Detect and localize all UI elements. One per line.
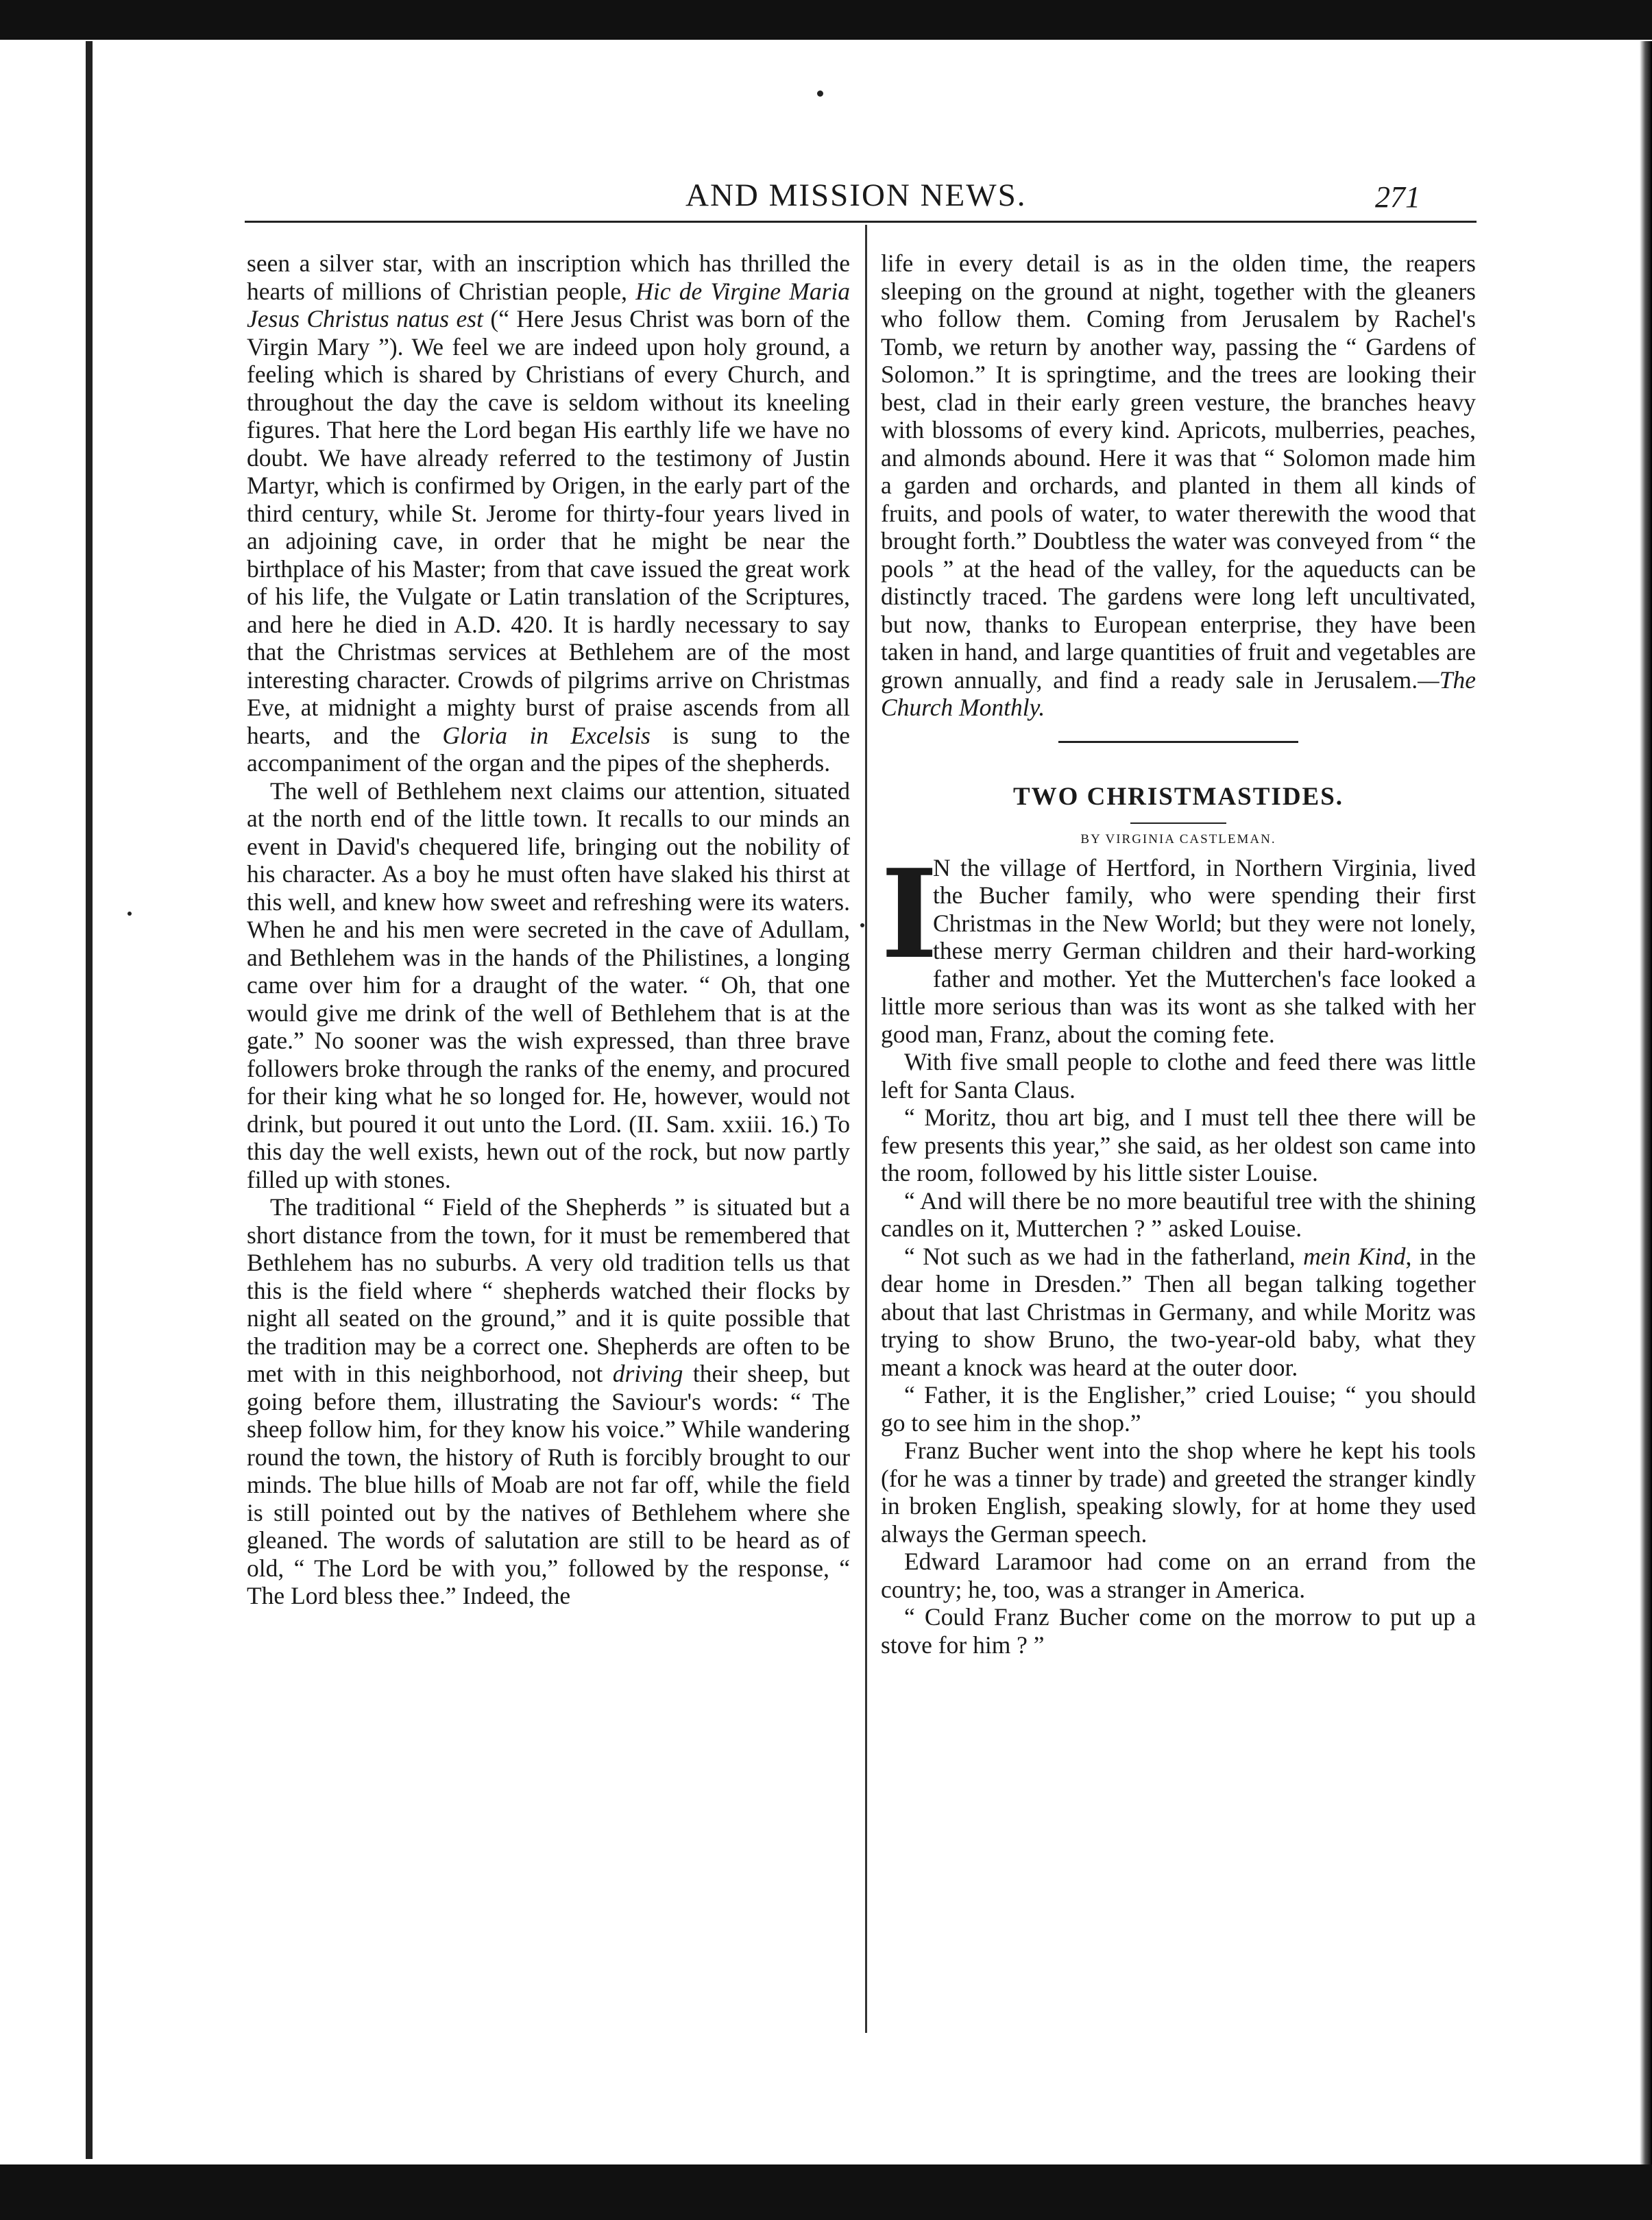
paragraph: “ Not such as we had in the fatherland, mein Kind, in the dear home in Dresden.” Then all began talking together about that last Christmas in Germany, and while Moritz was trying to show Bruno, the two-year-old baby, what they meant a knock was heard at the outer door. <box>881 1242 1476 1381</box>
page-title: AND MISSION NEWS. <box>685 178 1027 213</box>
paragraph: seen a silver star, with an inscription which has thrilled the hearts of millions of Christian people, Hic de Virgine Maria Jesus Christus natus est (“ Here Jesus Christ was born of the Virgin Mary ”). We feel we are indeed upon holy ground, a feeling which is shared by Christians of every Church, and throughout the day the cave is seldom without its kneeling figures. That here the Lord began His earthly life we have no doubt. We have already referred to the testimony of Justin Martyr, which is confirmed by Origen, in the early part of the third century, while St. Jerome for thirty-four years lived in an adjoining cave, in order that he might be near the birthplace of his Master; from that cave issued the great work of his life, the Vulgate or Latin translation of the Scriptures, and here he died in A.D. 420. It is hardly necessary to say that the Christmas services at Bethlehem are of the most interesting character. Crowds of pilgrims arrive on Christmas Eve, at midnight a mighty burst of praise ascends from all hearts, and the Gloria in Excelsis is sung to the accompaniment of the organ and the pipes of the shepherds. <box>247 249 851 777</box>
paragraph: N the village of Hertford, in Northern Virginia, lived the Bucher family, who were spending their first Christmas in the New World; but they were not lonely, these merry German children and their hard-working father and mother. Yet the Mutterchen's face looked a little more serious than was its wont as she talked with her good man, Franz, about the coming fete. <box>881 853 1476 1048</box>
latin-inscription: Hic de Virgine Maria Jesus Christus natus est <box>247 277 851 332</box>
byline: BY VIRGINIA CASTLEMAN. <box>1080 831 1276 846</box>
header-rule <box>245 221 1477 223</box>
speck <box>860 923 864 927</box>
paragraph: life in every detail is as in the olden time, the reapers sleeping on the ground at night, together with the gleaners who follow them. Coming from Jerusalem by Rachel's Tomb, we return by another way, passing the “ Gardens of Solomon.” It is springtime, and the trees are looking their best, clad in their early green vesture, the branches heavy with blossoms of every kind. Apricots, mulberries, peaches, and almonds abound. Here it was that “ Solomon made him a garden and orchards, and planted in them all kinds of fruits, and pools of water, to water therewith the wood that brought forth.” Doubtless the water was conveyed from “ the pools ” at the head of the valley, for the aqueducts can be distinctly traced. The gardens were long left uncultivated, but now, thanks to European enterprise, they have been taken in hand, and large quantities of fruit and vegetables are grown annually, and find a ready sale in Jerusalem.—The Church Monthly. <box>881 249 1476 721</box>
drop-cap: I <box>881 842 938 986</box>
page-number: 271 <box>1375 180 1420 214</box>
paragraph: The traditional “ Field of the Shepherds ” is situated but a short distance from the town, for it must be remembered that Bethlehem has no suburbs. A very old tradition tells us that this is the field where “ shepherds watched their flocks by night all seated on the ground,” and it is quite possible that the tradition may be a correct one. Shepherds are often to be met with in this neighborhood, not driving their sheep, but going before them, illustrating the Saviour's words: “ The sheep follow him, for they know his voice.” While wandering round the town, the history of Ruth is forcibly brought to our minds. The blue hills of Moab are not far off, while the field is still pointed out by the natives of Bethlehem where she gleaned. The words of salutation are still to be heard as of old, “ The Lord be with you,” followed by the response, “ The Lord bless thee.” Indeed, the <box>247 1193 850 1609</box>
paragraph: “ Could Franz Bucher come on the morrow to put up a stove for him ? ” <box>881 1603 1476 1659</box>
scan-border-top <box>0 0 1652 40</box>
story-title: TWO CHRISTMASTIDES. <box>1012 782 1344 811</box>
paragraph: Edward Laramoor had come on an errand from the country; he, too, was a stranger in America. <box>881 1548 1476 1603</box>
paragraph: With five small people to clothe and feed there was little left for Santa Claus. <box>881 1048 1476 1103</box>
story-opening <box>881 842 1476 1049</box>
speck <box>817 90 823 97</box>
scan-border-left <box>86 41 93 2159</box>
section-rule <box>1058 741 1298 743</box>
scan-border-bottom <box>0 2164 1652 2220</box>
source-citation: —The Church Monthly. <box>881 666 1476 721</box>
right-column <box>881 249 1476 1659</box>
running-head <box>243 177 1477 218</box>
scan-border-right <box>1640 41 1652 2164</box>
left-column <box>247 249 850 1610</box>
title-rule <box>1130 822 1226 824</box>
paragraph: “ Father, it is the Englisher,” cried Louise; “ you should go to see him in the shop.” <box>881 1381 1476 1437</box>
paragraph: Franz Bucher went into the shop where he kept his tools (for he was a tinner by trade) and greeted the stranger kindly in broken English, speaking slowly, for at home they used always the German speech. <box>881 1437 1476 1548</box>
paragraph: The well of Bethlehem next claims our attention, situated at the north end of the little town. It recalls to our minds an event in David's chequered life, bringing out the nobility of his character. As a boy he must often have slaked his thirst at this well, and knew how sweet and refreshing were its waters. When he and his men were secreted in the cave of Adullam, and Bethlehem was in the hands of the Philistines, a longing came over him for a draught of the water. “ Oh, that one would give me drink of the well of Bethlehem that is at the gate.” No sooner was the wish expressed, than three brave followers broke through the ranks of the enemy, and procured for their king what he so longed for. He, however, would not drink, but poured it out unto the Lord. (II. Sam. xxiii. 16.) To this day the well exists, hewn out of the rock, but now partly filled up with stones. <box>247 777 850 1193</box>
paragraph: “ Moritz, thou art big, and I must tell thee there will be few presents this year,” she said, as her oldest son came into the room, followed by his little sister Louise. <box>881 1103 1476 1186</box>
speck <box>127 912 132 916</box>
paragraph: “ And will there be no more beautiful tree with the shining candles on it, Mutterchen ? ” asked Louise. <box>881 1186 1476 1242</box>
column-divider <box>865 225 867 2033</box>
gloria-title: Gloria in Excelsis <box>442 721 651 749</box>
